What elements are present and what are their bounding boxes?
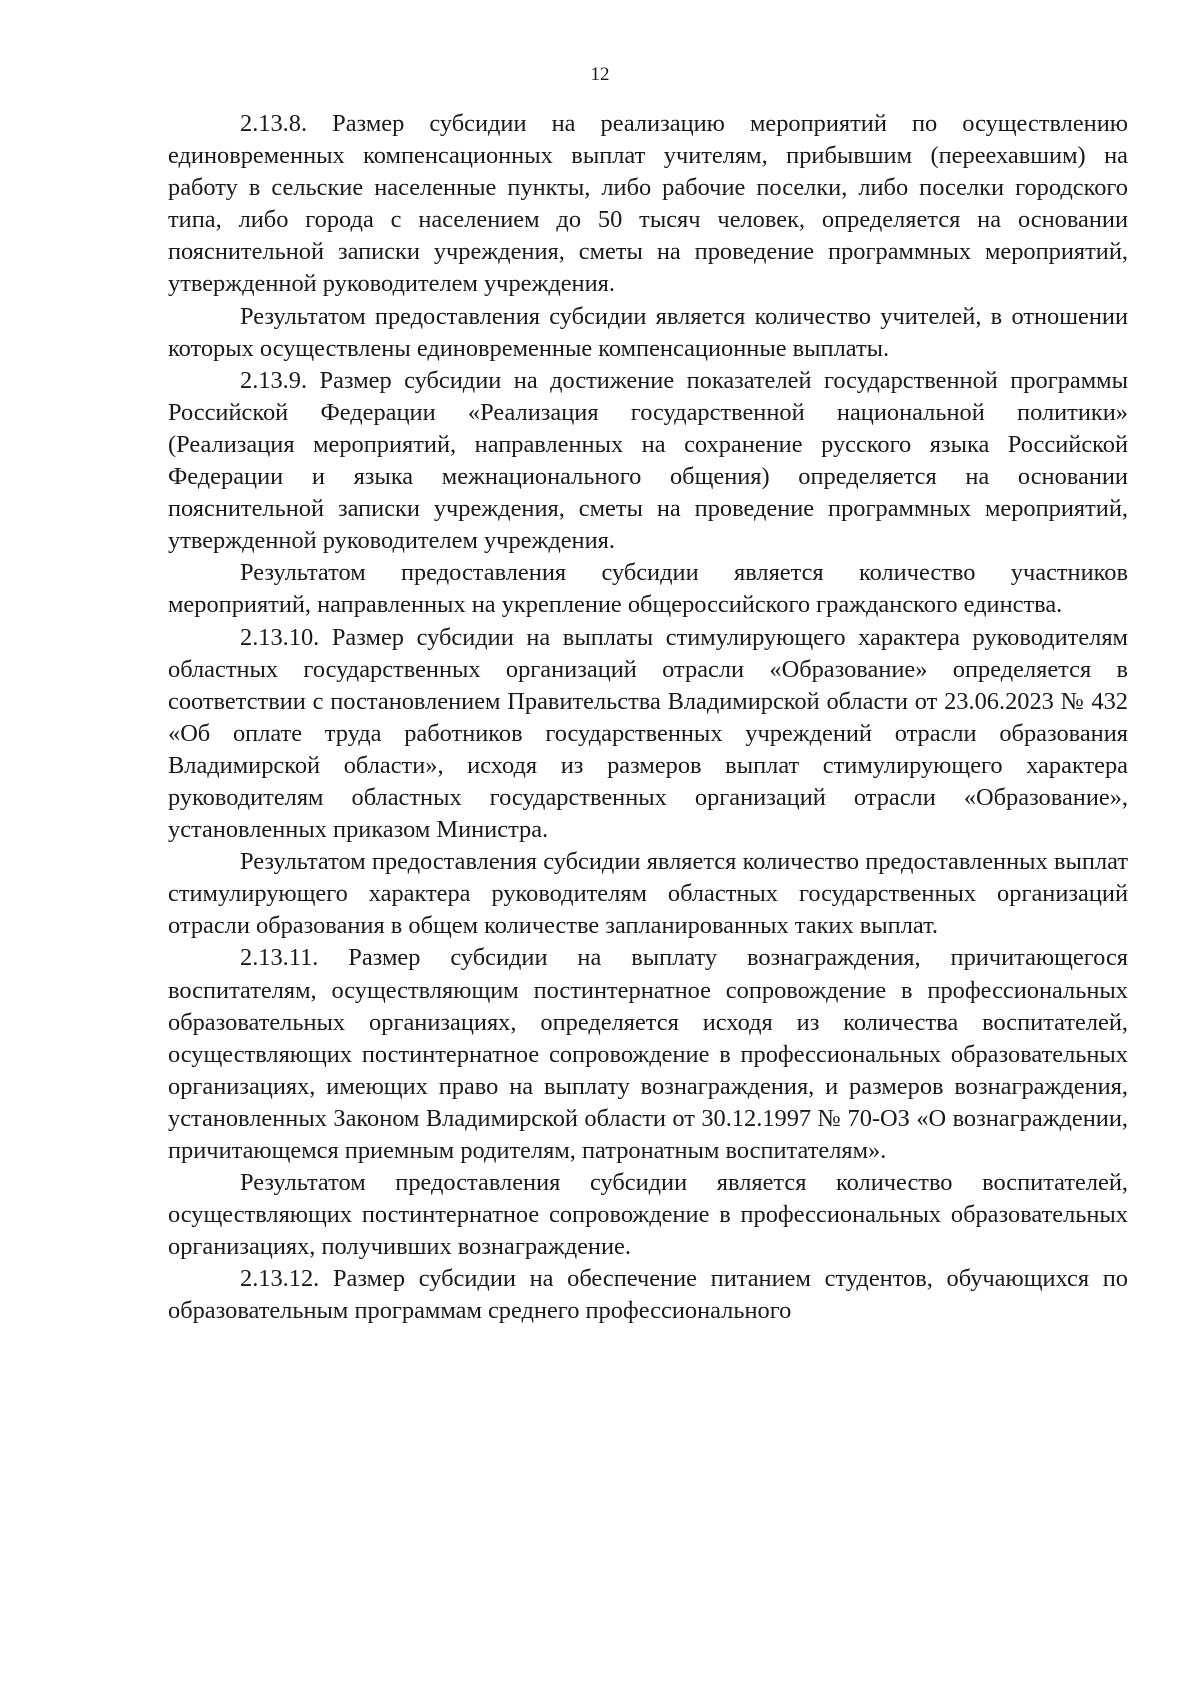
document-body <box>168 108 1128 1328</box>
paragraph-2-13-10: 2.13.10. Размер субсидии на выплаты стимулирующего характера руководителям областных государственных организаций отрасли «Образование» определяется в соответствии с постановлением Правительства Владимирской области от 23.06.2023 № 432 «Об оплате труда работников государственных учреждений отрасли образования Владимирской области», исходя из размеров выплат стимулирующего характера руководителям областных государственных организаций отрасли «Образование», установленных приказом Министра. <box>168 623 1128 844</box>
page-number: 12 <box>590 64 610 85</box>
paragraph-2-13-12: 2.13.12. Размер субсидии на обеспечение питанием студентов, обучающихся по образовательным программам среднего профессионального <box>168 1265 1128 1325</box>
paragraph-2-13-10-result: Результатом предоставления субсидии является количество предоставленных выплат стимулирующего характера руководителям областных государственных организаций отрасли образования в общем количестве запланированных таких выплат. <box>168 848 1128 940</box>
paragraph-2-13-8-result: Результатом предоставления субсидии является количество учителей, в отношении которых осуществлены единовременные компенсационные выплаты. <box>168 302 1128 362</box>
paragraph-2-13-8: 2.13.8. Размер субсидии на реализацию мероприятий по осуществлению единовременных компенсационных выплат учителям, прибывшим (переехавшим) на работу в сельские населенные пункты, либо рабочие поселки, либо поселки городского типа, либо города с населением до 50 тысяч человек, определяется на основании пояснительной записки учреждения, сметы на проведение программных мероприятий, утвержденной руководителем учреждения. <box>168 110 1128 298</box>
paragraph-2-13-9-result: Результатом предоставления субсидии является количество участников мероприятий, направленных на укрепление общероссийского гражданского единства. <box>168 559 1128 619</box>
paragraph-2-13-11: 2.13.11. Размер субсидии на выплату вознаграждения, причитающегося воспитателям, осуществляющим постинтернатное сопровождение в профессиональных образовательных организациях, определяется исходя из количества воспитателей, осуществляющих постинтернатное сопровождение в профессиональных образовательных организациях, имеющих право на выплату вознаграждения, и размеров вознаграждения, установленных Законом Владимирской области от 30.12.1997 № 70-ОЗ «О вознаграждении, причитающемся приемным родителям, патронатным воспитателям». <box>168 944 1128 1164</box>
paragraph-2-13-9: 2.13.9. Размер субсидии на достижение показателей государственной программы Российской Федерации «Реализация государственной национальной политики» (Реализация мероприятий, направленных на сохранение русского языка Российской Федерации и языка межнационального общения) определяется на основании пояснительной записки учреждения, сметы на проведение программных мероприятий, утвержденной руководителем учреждения. <box>168 366 1128 555</box>
paragraph-2-13-11-result: Результатом предоставления субсидии является количество воспитателей, осуществляющих постинтернатное сопровождение в профессиональных образовательных организациях, получивших вознаграждение. <box>168 1169 1128 1261</box>
